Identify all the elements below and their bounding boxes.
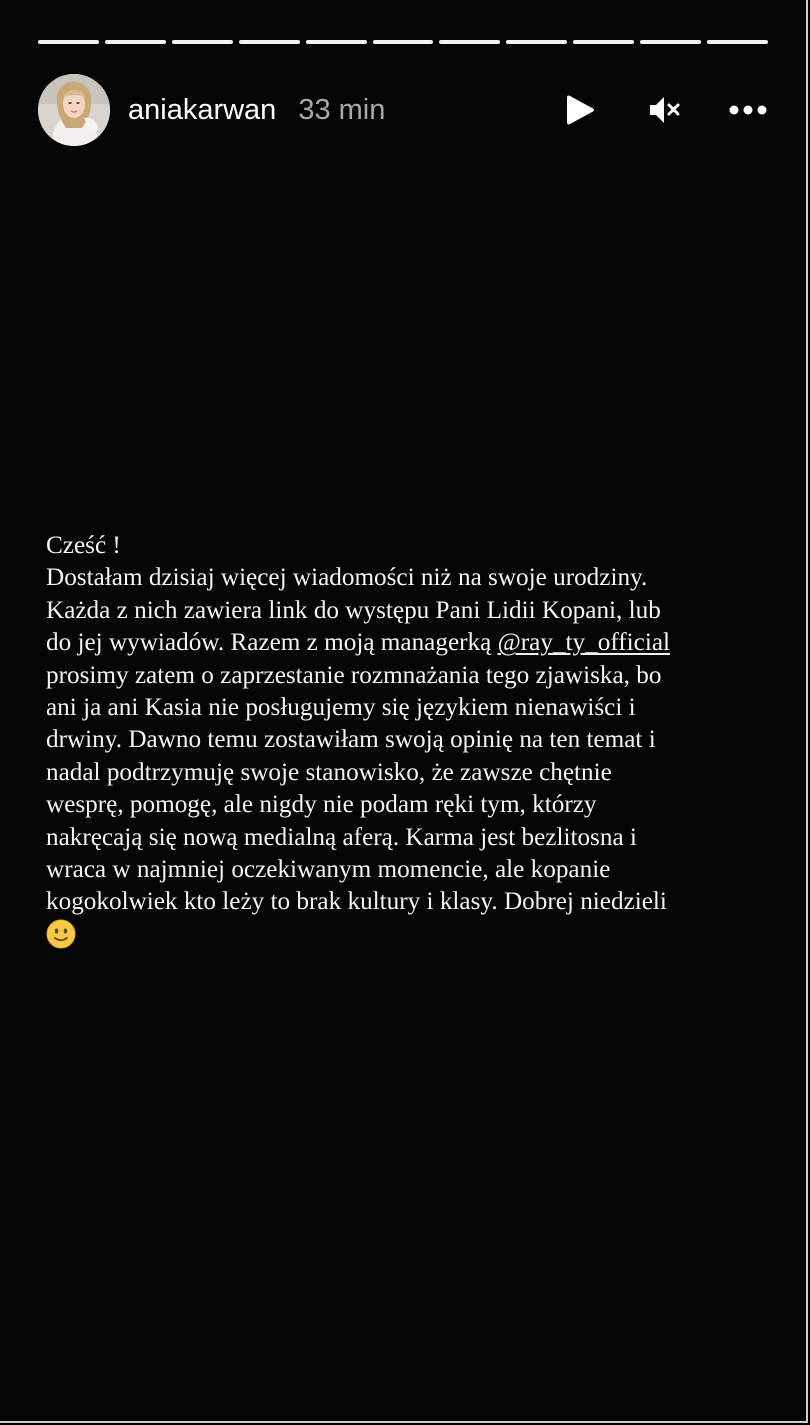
progress-segment (306, 40, 367, 44)
progress-segment (439, 40, 500, 44)
story-timestamp: 33 min (298, 93, 386, 126)
play-icon (564, 93, 596, 127)
message-line: ani ja ani Kasia nie posługujemy się językiem nienawiści i (46, 694, 636, 722)
story-header (38, 72, 768, 148)
progress-segment (172, 40, 233, 44)
more-options-button[interactable] (728, 90, 768, 130)
muted-speaker-icon (647, 93, 681, 127)
progress-segment (373, 40, 434, 44)
progress-segment (239, 40, 300, 44)
more-options-icon (728, 104, 768, 116)
message-line: Cześć ! (46, 532, 121, 559)
progress-segment (38, 40, 99, 44)
mention-link[interactable]: @ray_ty_official (497, 629, 670, 657)
progress-segment (573, 40, 634, 44)
message-line: Każda z nich zawiera link do występu Pani Lidii Kopani, lub (46, 596, 661, 624)
progress-segment (707, 40, 768, 44)
progress-segment (105, 40, 166, 44)
message-text: do jej wywiadów. Razem z moją managerką (46, 629, 498, 657)
profile-photo-icon (38, 74, 110, 146)
username[interactable]: aniakarwan (128, 93, 277, 126)
message-line: drwiny. Dawno temu zostawiłam swoją opinię na ten temat i (46, 726, 656, 754)
message-line: prosimy zatem o zaprzestanie rozmnażania tego zjawiska, bo (46, 661, 662, 689)
progress-segment (506, 40, 567, 44)
message-line: wraca w najmniej oczekiwanym momencie, ale kopanie (46, 856, 611, 884)
avatar[interactable] (38, 74, 110, 146)
progress-segment (640, 40, 701, 44)
message-line: Dostałam dzisiaj więcej wiadomości niż na swoje urodziny. (46, 564, 648, 592)
mute-button[interactable] (644, 90, 684, 130)
message-line: nakręcają się nową medialną aferą. Karma jest bezlitosna i (46, 823, 637, 851)
story-text (46, 530, 766, 953)
story-controls (560, 90, 768, 130)
smiling-face-emoji-icon (46, 919, 76, 949)
message-line: kogokolwiek kto leży to brak kultury i klasy. Dobrej niedzieli (46, 888, 667, 916)
play-button[interactable] (560, 90, 600, 130)
message-line: nadal podtrzymuję swoje stanowisko, że zawsze chętnie (46, 758, 612, 786)
story-progress-bar (38, 40, 768, 44)
message-line (46, 627, 766, 659)
message-line (46, 919, 766, 953)
message-line: wesprę, pomogę, ale nigdy nie podam ręki tym, którzy (46, 791, 597, 819)
